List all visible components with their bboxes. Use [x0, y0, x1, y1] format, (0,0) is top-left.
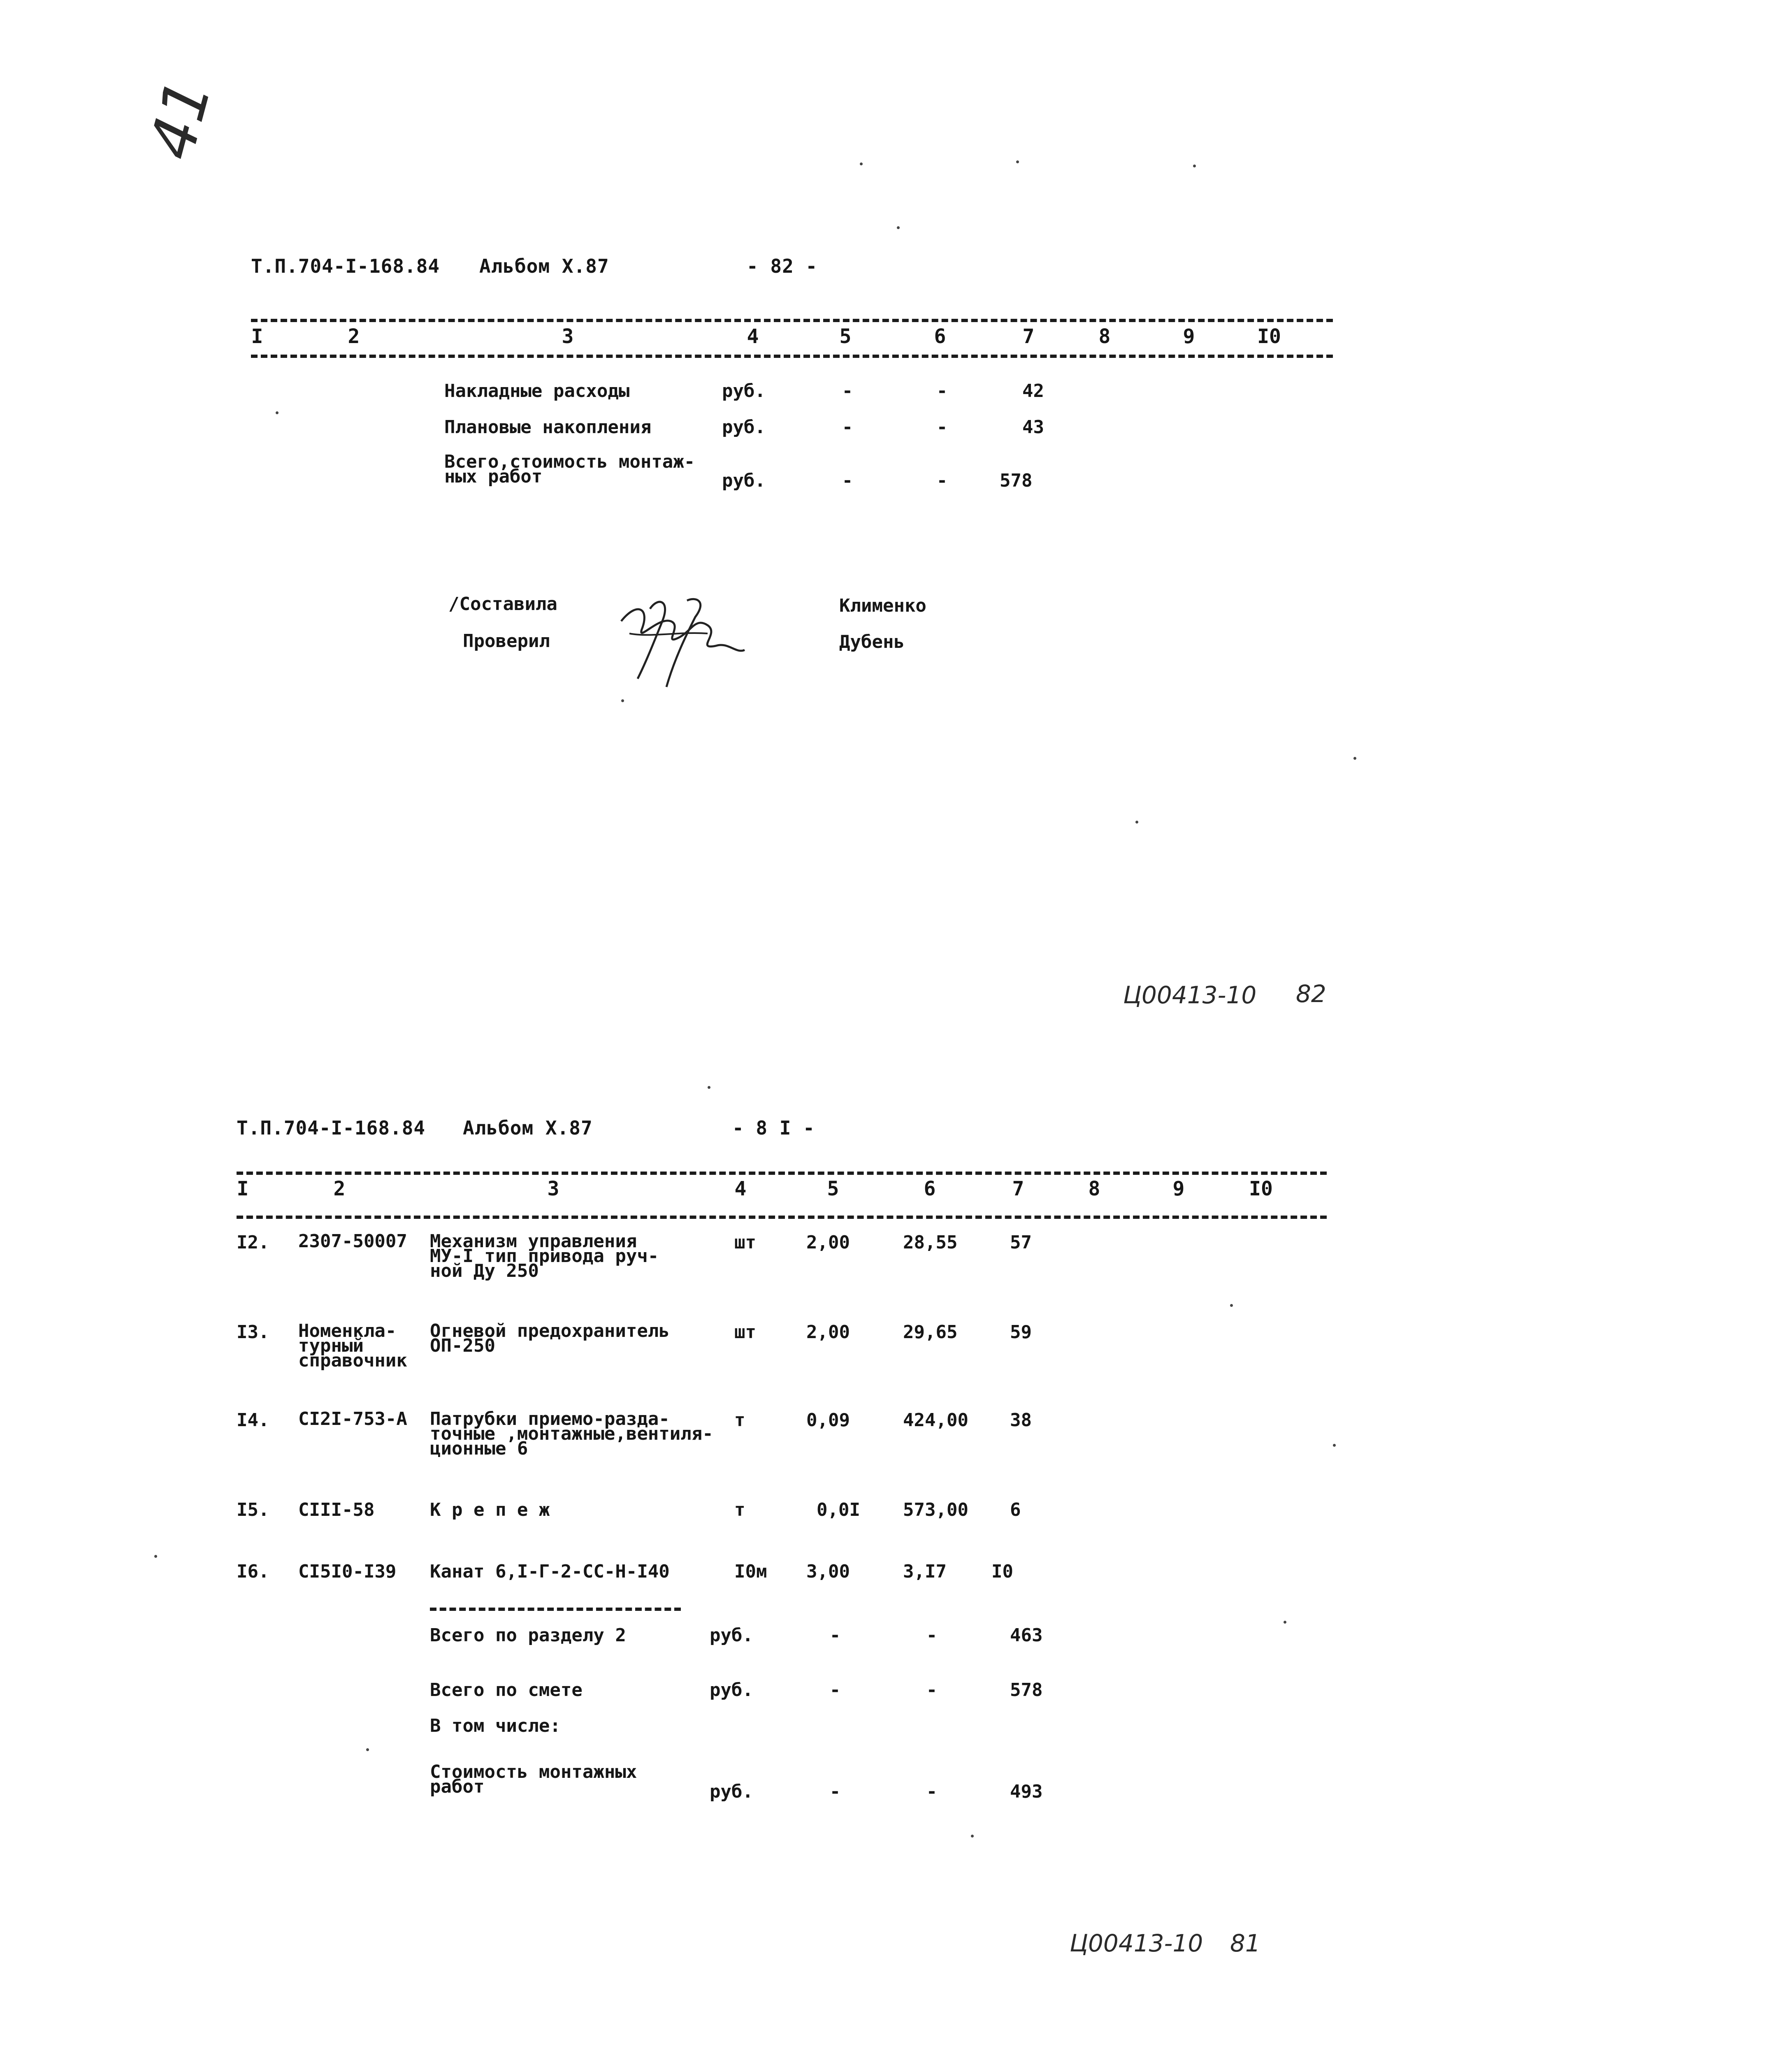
row-qty: 0,09: [806, 1410, 850, 1431]
row-qty: 0,0I: [817, 1499, 860, 1520]
row-unit: шт: [734, 1322, 756, 1343]
column-number: 3: [562, 325, 574, 348]
column-number: 6: [924, 1177, 936, 1200]
row-name: Всего,стоимость монтаж- ных работ: [444, 451, 695, 487]
total-name: В том числе:: [430, 1715, 561, 1736]
total-name: Стоимость монтажных работ: [430, 1761, 637, 1797]
archive-page: 81: [1230, 1929, 1260, 1957]
checked-name: Дубень: [839, 631, 905, 652]
total-col6: -: [926, 1625, 938, 1646]
row-code: СIII-58: [298, 1499, 375, 1520]
row-number: I5.: [237, 1499, 269, 1520]
compiled-name: Клименко: [839, 595, 926, 616]
row-total: I0: [991, 1561, 1013, 1582]
row-code: CI5I0-I39: [298, 1561, 397, 1582]
row-name: К р е п е ж: [430, 1499, 550, 1520]
row-unit: I0м: [734, 1561, 767, 1582]
page-number: - 82 -: [747, 255, 818, 277]
row-number: I4.: [237, 1410, 269, 1431]
column-number: 9: [1183, 325, 1195, 348]
column-number: 4: [734, 1177, 747, 1200]
row-unit: т: [734, 1410, 745, 1431]
row-unit: шт: [734, 1232, 756, 1253]
row-name: Канат 6,I-Г-2-СС-Н-I40: [430, 1561, 670, 1582]
doc-code: Т.П.704-I-168.84: [251, 255, 440, 277]
column-number: 5: [827, 1177, 839, 1200]
row-price: 573,00: [903, 1499, 968, 1520]
row-col7: 43: [1022, 417, 1044, 438]
total-col6: -: [926, 1781, 938, 1802]
row-name: Огневой предохранитель ОП-250: [430, 1320, 670, 1356]
row-col7: 578: [1000, 470, 1033, 491]
table-rule: [237, 1216, 1327, 1219]
column-number: 4: [747, 325, 759, 348]
row-total: 57: [1010, 1232, 1032, 1253]
margin-number: 41: [136, 72, 225, 167]
row-price: 3,I7: [903, 1561, 947, 1582]
total-col7: 493: [1010, 1781, 1043, 1802]
column-number: I: [251, 325, 263, 348]
archive-stamp: Ц00413-10: [1070, 1929, 1203, 1957]
column-number: 7: [1012, 1177, 1024, 1200]
row-col7: 42: [1022, 381, 1044, 401]
row-code: CI2I-753-А: [298, 1408, 407, 1429]
column-number: I0: [1257, 325, 1281, 348]
album-label: Альбом X.87: [479, 255, 609, 277]
row-qty: 2,00: [806, 1232, 850, 1253]
total-col6: -: [926, 1680, 938, 1701]
row-col6: -: [936, 381, 948, 401]
column-number: 3: [547, 1177, 559, 1200]
total-unit: руб.: [710, 1625, 753, 1646]
total-unit: руб.: [710, 1680, 753, 1701]
column-number: I0: [1249, 1177, 1273, 1200]
total-col5: -: [829, 1680, 841, 1701]
checked-label: Проверил: [463, 631, 550, 652]
row-price: 28,55: [903, 1232, 958, 1253]
table-rule: [237, 1172, 1327, 1175]
row-price: 29,65: [903, 1322, 958, 1343]
column-number: 8: [1098, 325, 1111, 348]
row-code: 2307-50007: [298, 1231, 407, 1252]
row-unit: руб.: [722, 417, 766, 438]
row-unit: руб.: [722, 381, 766, 401]
row-col5: -: [842, 381, 853, 401]
total-col7: 463: [1010, 1625, 1043, 1646]
archive-stamp: Ц00413-10: [1123, 981, 1257, 1009]
row-qty: 2,00: [806, 1322, 850, 1343]
column-number: 9: [1172, 1177, 1185, 1200]
subtotal-rule: [430, 1608, 681, 1611]
album-label: Альбом X.87: [463, 1117, 593, 1139]
row-code: Номенкла- турный справочник: [298, 1320, 407, 1371]
row-total: 59: [1010, 1322, 1032, 1343]
row-col5: -: [842, 470, 853, 491]
total-col5: -: [829, 1625, 841, 1646]
total-col7: 578: [1010, 1680, 1043, 1701]
row-total: 38: [1010, 1410, 1032, 1431]
row-name: Механизм управления МУ-I тип привода руч- ной Ду 250: [430, 1231, 659, 1281]
column-number: 8: [1088, 1177, 1100, 1200]
total-name: Всего по смете: [430, 1680, 583, 1701]
row-col6: -: [936, 417, 948, 438]
table-rule: [251, 319, 1333, 322]
row-number: I3.: [237, 1322, 269, 1343]
doc-code: Т.П.704-I-168.84: [237, 1117, 426, 1139]
archive-page: 82: [1296, 980, 1326, 1008]
total-unit: руб.: [710, 1781, 753, 1802]
table-rule: [251, 355, 1333, 358]
column-number: I: [237, 1177, 249, 1200]
column-number: 2: [348, 325, 360, 348]
row-qty: 3,00: [806, 1561, 850, 1582]
column-number: 7: [1022, 325, 1035, 348]
row-unit: руб.: [722, 470, 766, 491]
total-col5: -: [829, 1781, 841, 1802]
row-name: Патрубки приемо-разда- точные ,монтажные,вентиля- ционные 6: [430, 1408, 713, 1459]
row-name: Накладные расходы: [444, 381, 630, 401]
total-name: Всего по разделу 2: [430, 1625, 626, 1646]
row-number: I6.: [237, 1561, 269, 1582]
row-total: 6: [1010, 1499, 1021, 1520]
row-col6: -: [936, 470, 948, 491]
column-number: 2: [333, 1177, 346, 1200]
row-number: I2.: [237, 1232, 269, 1253]
column-number: 6: [934, 325, 946, 348]
row-col5: -: [842, 417, 853, 438]
row-price: 424,00: [903, 1410, 968, 1431]
row-unit: т: [734, 1499, 745, 1520]
handwritten-signature: [613, 592, 753, 695]
row-name: Плановые накопления: [444, 417, 652, 438]
compiled-label: /Составила: [448, 594, 557, 615]
page-number: - 8 I -: [732, 1117, 815, 1139]
column-number: 5: [839, 325, 852, 348]
